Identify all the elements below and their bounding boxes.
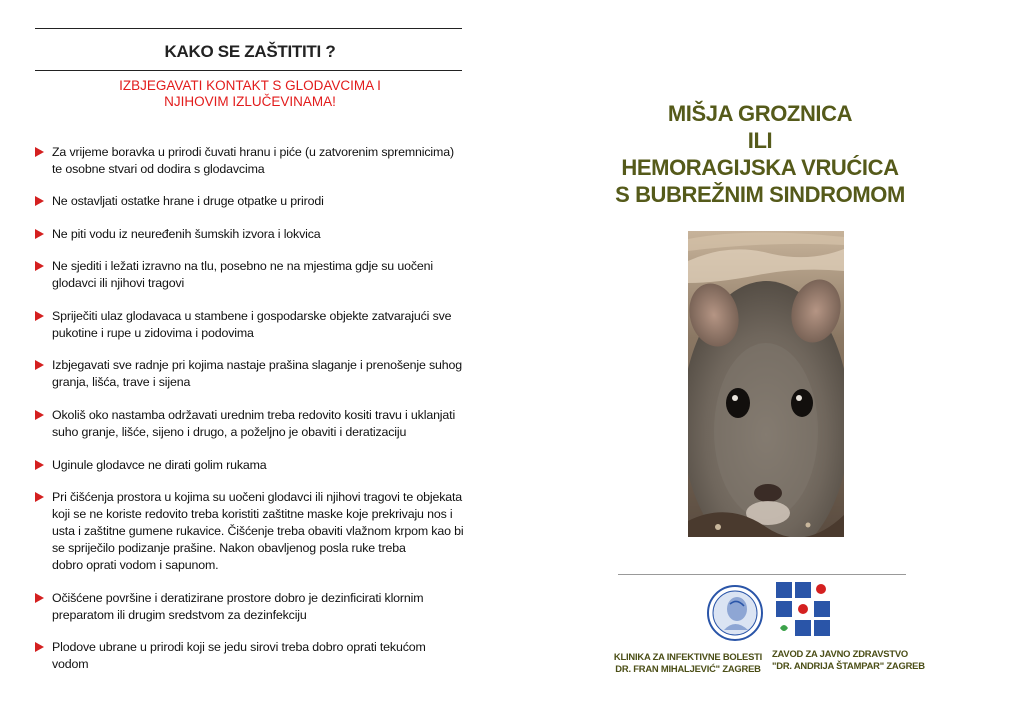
bullet-triangle-icon (35, 492, 44, 502)
prevention-tip-line: Ne ostavljati ostatke hrane i druge otpatke u prirodi (52, 194, 324, 208)
prevention-tip (35, 407, 465, 441)
top-rule (35, 28, 462, 29)
prevention-tip-line: Za vrijeme boravka u prirodi čuvati hranu i piće (u zatvorenim spremnicima) (52, 145, 454, 159)
main-title-line-3: HEMORAGIJSKA VRUĆICA (621, 155, 899, 180)
main-title-line-4: S BUBREŽNIM SINDROMOM (615, 182, 905, 207)
prevention-tip-line: Okoliš oko nastamba održavati urednim treba redovito kositi travu i uklanjati (52, 408, 456, 422)
prevention-tip-line: glodavci ili njihovi tragovi (52, 276, 185, 290)
heading-underline (35, 70, 462, 71)
prevention-tip (35, 193, 465, 210)
mouse-photo (688, 231, 844, 537)
bullet-triangle-icon (35, 196, 44, 206)
main-title-line-1: MIŠJA GROZNICA (667, 101, 853, 126)
prevention-tip-line: suho granje, lišće, sijeno i drugo, a poželjno je obaviti i deratizaciju (52, 425, 407, 439)
prevention-tip (35, 590, 465, 624)
warning-subtitle-line-1: IZBJEGAVATI KONTAKT S GLODAVCIMA I (119, 78, 381, 93)
zavod-caption-line-2: "DR. ANDRIJA ŠTAMPAR" ZAGREB (772, 660, 925, 671)
prevention-tip-line: Pri čišćenja prostora u kojima su uočeni glodavci ili njihovi tragovi te objekata (52, 490, 463, 504)
prevention-tip (35, 357, 465, 391)
zavod-caption-line-1: ZAVOD ZA JAVNO ZDRAVSTVO (772, 648, 908, 659)
prevention-tip-line: te osobne stvari od dodira s glodavcima (52, 162, 265, 176)
zavod-logo (776, 582, 830, 636)
prevention-tip (35, 457, 465, 474)
bullet-triangle-icon (35, 261, 44, 271)
prevention-tip (35, 639, 465, 673)
klinika-caption-line-2: DR. FRAN MIHALJEVIĆ" ZAGREB (615, 663, 761, 674)
bullet-triangle-icon (35, 147, 44, 157)
prevention-tip-line: granja, lišća, trave i sijena (52, 375, 191, 389)
prevention-tip-line: Uginule glodavce ne dirati golim rukama (52, 458, 267, 472)
warning-subtitle (35, 78, 465, 110)
bullet-triangle-icon (35, 229, 44, 239)
left-panel (35, 28, 465, 110)
prevention-tip-line: Plodove ubrane u prirodi koji se jedu sirovi treba dobro oprati tekućom (52, 640, 426, 654)
prevention-tip-line: Očišćene površine i deratizirane prostore dobro je dezinficirati klornim (52, 591, 424, 605)
prevention-tip (35, 144, 465, 178)
prevention-tip (35, 226, 465, 243)
prevention-tip-line: dobro oprati vodom i sapunom. (52, 558, 219, 572)
prevention-tip-line: koji se ne koriste redovito treba koristiti zaštitne maske koje prekrivaju nos i (52, 507, 453, 521)
prevention-tip-line: usta i zaštitne gumene rukavice. Čišćenje treba obaviti vlažnom krpom kao bi (52, 524, 464, 538)
main-title-line-2: ILI (747, 128, 773, 153)
bullet-triangle-icon (35, 360, 44, 370)
main-title (560, 100, 960, 208)
prevention-tip (35, 489, 465, 574)
footer-divider (618, 574, 906, 575)
panel-heading: KAKO SE ZAŠTITITI ? (164, 42, 336, 61)
prevention-tip-line: pukotine i rupe u zidovima i podovima (52, 326, 254, 340)
prevention-tip-line: Izbjegavati sve radnje pri kojima nastaje prašina slaganje i prenošenje suhog (52, 358, 462, 372)
bullet-triangle-icon (35, 311, 44, 321)
prevention-tip-line: Ne piti vodu iz neuređenih šumskih izvora i lokvica (52, 227, 321, 241)
zavod-caption (772, 648, 925, 672)
prevention-tip-line: preparatom ili drugim sredstvom za dezinfekciju (52, 608, 307, 622)
bullet-triangle-icon (35, 410, 44, 420)
prevention-tip (35, 258, 465, 292)
klinika-caption-line-1: KLINIKA ZA INFEKTIVNE BOLESTI (613, 651, 763, 662)
prevention-tip-line: vodom (52, 657, 89, 671)
prevention-tip (35, 308, 465, 342)
bullet-triangle-icon (35, 460, 44, 470)
prevention-tip-line: Spriječiti ulaz glodavaca u stambene i gospodarske objekte zatvarajući sve (52, 309, 452, 323)
klinika-caption (612, 651, 764, 675)
prevention-tip-line: Ne sjediti i ležati izravno na tlu, posebno ne na mjestima gdje su uočeni (52, 259, 433, 273)
bullet-triangle-icon (35, 642, 44, 652)
bullet-triangle-icon (35, 593, 44, 603)
klinika-logo (706, 584, 764, 642)
warning-subtitle-line-2: NJIHOVIM IZLUČEVINAMA! (164, 94, 336, 109)
prevention-tip-line: se spriječilo podizanje prašine. Nakon obavljenog posla ruke treba (52, 541, 406, 555)
